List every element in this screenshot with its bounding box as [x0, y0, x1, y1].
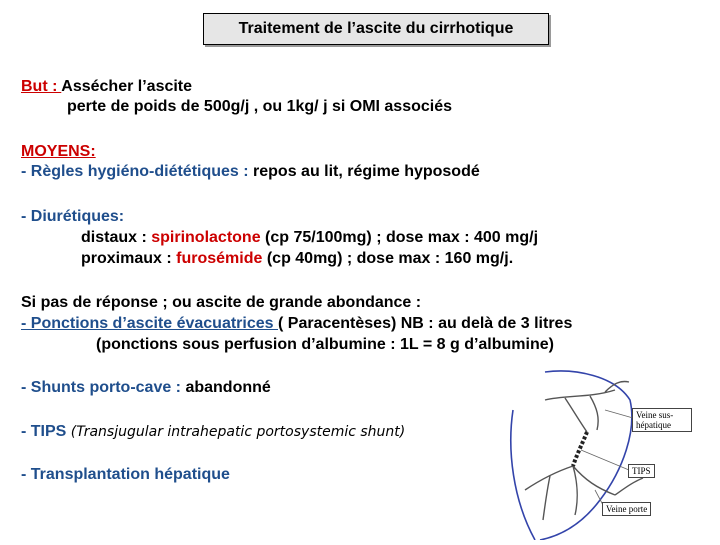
proximaux-drug: furosémide	[176, 250, 263, 267]
hepatic-vein	[545, 381, 629, 432]
but-line	[21, 77, 192, 96]
tips-prefix: - TIPS	[21, 423, 71, 440]
ponctions-rest: ( Paracentèses) NB : au delà de 3 litres	[278, 315, 573, 332]
but-text: Assécher l’ascite	[61, 78, 193, 95]
moyens-label: MOYENS:	[21, 143, 96, 160]
ponctions-line	[21, 314, 572, 333]
label-veine-sus-hepatique: Veine sus-hépatique	[632, 408, 692, 432]
slide-title: Traitement de l’ascite du cirrhotique	[238, 20, 514, 37]
distaux-prefix: distaux :	[81, 229, 152, 246]
transplantation-line: - Transplantation hépatique	[21, 466, 230, 483]
regles-prefix: - Règles hygiéno-diététiques :	[21, 163, 254, 180]
leader-veine-sus	[605, 410, 633, 418]
shunts-line	[21, 378, 271, 397]
shunts-prefix: - Shunts porto-cave :	[21, 379, 186, 396]
proximaux-line	[81, 249, 513, 268]
leader-tips	[581, 450, 629, 470]
shunts-text: abandonné	[185, 379, 271, 396]
regles-line	[21, 162, 480, 181]
regles-text: repos au lit, régime hyposodé	[253, 163, 480, 180]
ponctions-prefix: - Ponctions d’ascite évacuatrices	[21, 315, 278, 332]
label-veine-porte: Veine porte	[602, 502, 651, 516]
ponctions-intro: Si pas de réponse ; ou ascite de grande abondance :	[21, 294, 422, 311]
tips-line	[21, 422, 405, 442]
ponctions-albumine: (ponctions sous perfusion d’albumine : 1L = 8 g d’albumine)	[96, 336, 554, 353]
slide-title-box	[203, 13, 549, 45]
distaux-line	[81, 228, 538, 247]
tips-stent	[573, 432, 587, 466]
but-detail: perte de poids de 500g/j , ou 1kg/ j si OMI associés	[67, 98, 453, 115]
distaux-rest: (cp 75/100mg) ; dose max : 400 mg/j	[260, 229, 539, 246]
diuretiques-label: - Diurétiques:	[21, 208, 125, 225]
but-label: But :	[21, 78, 62, 95]
label-tips: TIPS	[628, 464, 655, 478]
proximaux-prefix: proximaux :	[81, 250, 177, 267]
tips-text: (Transjugular intrahepatic portosystemic shunt)	[70, 424, 406, 440]
tips-anatomy-diagram	[505, 370, 720, 540]
distaux-drug: spirinolactone	[151, 229, 261, 246]
proximaux-rest: (cp 40mg) ; dose max : 160 mg/j.	[262, 250, 514, 267]
